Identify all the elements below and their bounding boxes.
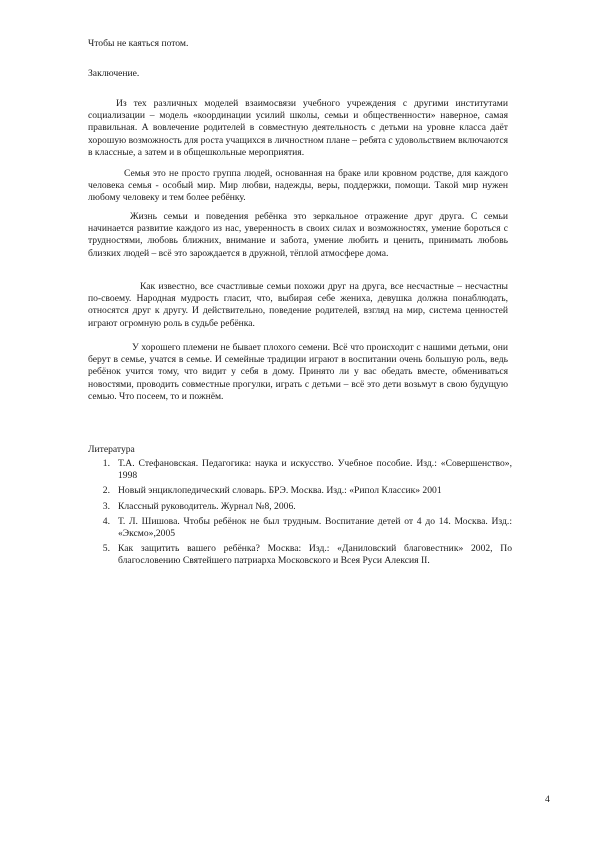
reference-text: Классный руководитель. Журнал №8, 2006.	[118, 500, 296, 512]
paragraph-1: Из тех различных моделей взаимосвязи учебного учреждения с другими институтами социализации – модель «координации усилий школы, семьи и общественности» наверное, самая правильная. А вовлечение родителей в совместную деятельность с детьми на уровне класса даёт хорошую возможность для роста учащихся в личностном плане – ребята с удовольствием включаются в классные, а затем и в общешкольные мероприятия.	[88, 98, 508, 158]
paragraph-3: Жизнь семьи и поведения ребёнка это зеркальное отражение друг друга. С семьи начинается развитие каждого из нас, уверенность в своих силах и возможностях, умение бороться с трудностями, любовь ближних, внимание и забота, умение любить и ценить, принимать любовь близких людей – всё это зарождается в дружной, тёплой атмосфере дома.	[88, 211, 508, 259]
paragraph-2: Семья это не просто группа людей, основанная на браке или кровном родстве, для каждого человека семья - особый мир. Мир любви, надежды, веры, поддержки, помощи. Такой мир нужен любому человеку и тем более ребёнку.	[88, 168, 508, 204]
references-list	[88, 458, 512, 568]
references-section	[88, 444, 512, 571]
reference-number: 1.	[102, 458, 110, 469]
reference-item	[88, 501, 512, 513]
page-number: 4	[545, 794, 550, 805]
reference-item	[88, 516, 512, 540]
reference-item	[88, 458, 512, 482]
section-heading: Заключение.	[88, 68, 140, 79]
reference-number: 4.	[102, 515, 110, 527]
paragraph-4: Как известно, все счастливые семьи похожи друг на друга, все несчастные – несчастны по-своему. Народная мудрость гласит, что, выбирая себе жениха, девушка должна понаблюдать, относятся друг к другу. И действительно, поведение родителей, взгляд на мир, система ценностей играют огромную роль в судьбе ребёнка.	[88, 281, 508, 329]
reference-item	[88, 485, 512, 497]
reference-number: 3.	[102, 500, 110, 512]
reference-text: Как защитить вашего ребёнка? Москва: Изд.: «Даниловский благовестник» 2002, По благословению Святейшего патриарха Московского и Всея Руси Алексия II.	[118, 543, 512, 567]
reference-number: 5.	[102, 543, 110, 555]
paragraph-5: У хорошего племени не бывает плохого семени. Всё что происходит с нашими детьми, они берут в семье, учатся в семье. И семейные традиции играют в воспитании очень большую роль, ведь ребёнок учится тому, что видит у себя в дому. Принято ли у вас обедать вместе, обмениваться новостями, проводить совместные прогулки, играть с детьми – всё это дети возьмут в свою будущую семью. Что посеем, то и пожнём.	[88, 342, 508, 402]
reference-number: 2.	[102, 485, 110, 497]
references-title: Литература	[88, 444, 135, 455]
top-line: Чтобы не каяться потом.	[88, 38, 189, 49]
reference-text: Новый энциклопедический словарь. БРЭ. Москва. Изд.: «Рипол Классик» 2001	[118, 485, 442, 497]
reference-item	[88, 543, 512, 567]
reference-text: Т.А. Стефановская. Педагогика: наука и искусство. Учебное пособие. Изд.: «Совершенство», 1998	[118, 458, 512, 482]
reference-text: Т. Л. Шишова. Чтобы ребёнок не был трудным. Воспитание детей от 4 до 14. Москва. Изд.: «Эксмо»,2005	[118, 515, 512, 540]
